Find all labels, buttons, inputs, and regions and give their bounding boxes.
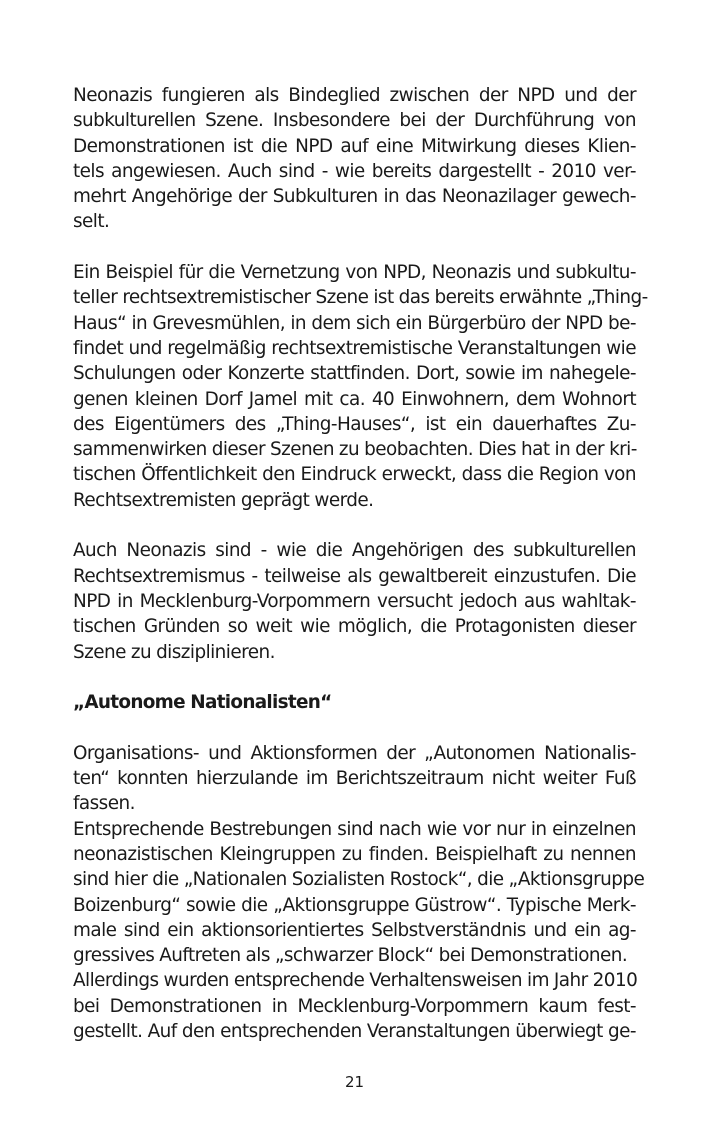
text-line: des Eigentümers des „Thing-Hauses“, ist ein dauerhaftes Zu- — [73, 413, 636, 435]
text-line: NPD in Mecklenburg-Vorpommern versucht jedoch aus wahltak- — [73, 590, 636, 612]
text-line: Haus“ in Grevesmühlen, in dem sich ein Bürgerbüro der NPD be- — [73, 312, 636, 334]
text-line: Entsprechende Bestrebungen sind nach wie vor nur in einzelnen — [73, 818, 636, 840]
text-line: male sind ein aktionsorientiertes Selbstverständnis und ein ag- — [73, 919, 636, 941]
paragraph-gap — [73, 665, 636, 690]
text-line: findet und regelmäßig rechtsextremistische Veranstaltungen wie — [73, 337, 636, 359]
text-line: bei Demonstrationen in Mecklenburg-Vorpommern kaum fest- — [73, 995, 636, 1017]
text-line: teller rechtsextremistischer Szene ist das bereits erwähnte „Thing- — [73, 287, 648, 309]
paragraph-gap — [73, 235, 636, 260]
text-line: gressives Auftreten als „schwarzer Block“ bei Demonstrationen. — [73, 945, 628, 967]
text-line: Auch Neonazis sind - wie die Angehörigen des subkulturellen — [73, 540, 636, 562]
text-line: tels angewiesen. Auch sind - wie bereits dargestellt - 2010 ver- — [73, 160, 636, 182]
text-line: sammenwirken dieser Szenen zu beobachten. Dies hat in der kri- — [73, 439, 637, 461]
text-line: Schulungen oder Konzerte stattfinden. Dort, sowie im nahegele- — [73, 363, 636, 385]
page-body — [73, 83, 648, 1044]
section-heading: „Autonome Nationalisten“ — [73, 692, 332, 714]
text-line: Allerdings wurden entsprechende Verhaltensweisen im Jahr 2010 — [73, 970, 638, 992]
paragraph-neonazis-bindeglied — [73, 83, 636, 235]
text-line: tischen Gründen so weit wie möglich, die Protagonisten dieser — [73, 616, 636, 638]
text-line: sind hier die „Nationalen Sozialisten Rostock“, die „Aktionsgruppe — [73, 869, 645, 891]
text-line: Organisations- und Aktionsformen der „Autonomen Nationalis- — [73, 742, 636, 764]
text-line: selt. — [73, 211, 110, 233]
paragraph-gewaltbereit — [73, 538, 636, 664]
page-number: 21 — [344, 1073, 365, 1091]
text-line: subkulturellen Szene. Insbesondere bei der Durchführung von — [73, 110, 636, 132]
text-line: Rechtsextremismus - teilweise als gewaltbereit einzustufen. Die — [73, 565, 636, 587]
paragraph-organisationsformen — [73, 741, 636, 817]
paragraph-gap — [73, 513, 636, 538]
text-line: mehrt Angehörige der Subkulturen in das Neonazilager gewech- — [73, 186, 636, 208]
text-line: Boizenburg“ sowie die „Aktionsgruppe Güstrow“. Typische Merk- — [73, 894, 636, 916]
text-line: tischen Öffentlichkeit den Eindruck erweckt, dass die Region von — [73, 464, 636, 486]
paragraph-vernetzung — [73, 260, 648, 513]
text-line: Szene zu disziplinieren. — [73, 641, 275, 663]
text-line: gestellt. Auf den entsprechenden Veranstaltungen überwiegt ge- — [73, 1020, 636, 1042]
text-line: ten“ konnten hierzulande im Berichtszeitraum nicht weiter Fuß — [73, 768, 636, 790]
paragraph-bestrebungen — [73, 817, 645, 969]
text-line: Neonazis fungieren als Bindeglied zwischen der NPD und der — [73, 85, 636, 106]
text-line: fassen. — [73, 793, 135, 815]
text-line: Demonstrationen ist die NPD auf eine Mitwirkung dieses Klien- — [73, 135, 636, 157]
text-line: neonazistischen Kleingruppen zu finden. Beispielhaft zu nennen — [73, 843, 636, 865]
paragraph-gap — [73, 715, 636, 740]
text-line: Rechtsextremisten geprägt werde. — [73, 489, 374, 511]
paragraph-verhaltensweisen — [73, 968, 636, 1044]
text-line: genen kleinen Dorf Jamel mit ca. 40 Einwohnern, dem Wohnort — [73, 388, 636, 410]
text-line: Ein Beispiel für die Vernetzung von NPD, Neonazis und subkultu- — [73, 262, 636, 284]
